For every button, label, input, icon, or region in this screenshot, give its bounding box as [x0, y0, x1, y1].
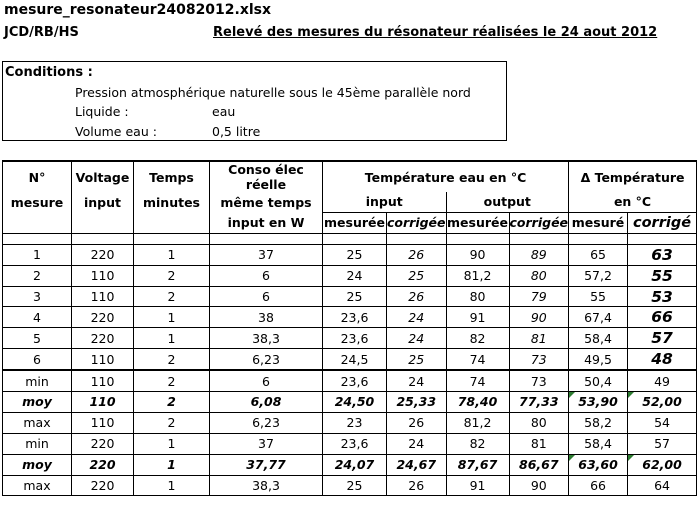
table-row: [3, 307, 697, 328]
cell-number: 5: [3, 328, 72, 349]
stat-input-measured: 24,07: [323, 454, 387, 475]
cell-output-corrected: 90: [509, 307, 569, 328]
volume-label: Volume eau :: [75, 124, 157, 139]
stat-delta-measured: 53,90: [569, 392, 628, 413]
stat-input-corrected: 25,33: [387, 392, 447, 413]
stats-row: [3, 433, 697, 454]
header-row-3: [3, 212, 697, 233]
col-header-output: output: [446, 192, 569, 212]
stat-input-measured: 24,50: [323, 392, 387, 413]
header-row-2: [3, 192, 697, 212]
cell-power: 38,3: [210, 328, 323, 349]
file-name: mesure_resonateur24082012.xlsx: [4, 2, 272, 18]
header-cell-empty: [3, 212, 72, 233]
stat-input-measured: 23,6: [323, 370, 387, 391]
stat-delta-corrected: 49: [628, 370, 697, 391]
cell-number: 2: [3, 265, 72, 286]
stat-number: max: [3, 475, 72, 496]
cell-output-measured: 91: [446, 307, 509, 328]
stat-output-measured: 78,40: [446, 392, 509, 413]
cell-output-measured: 80: [446, 286, 509, 307]
stats-row: [3, 412, 697, 433]
cell-input-measured: 23,6: [323, 328, 387, 349]
stat-time: 1: [134, 433, 210, 454]
stats-row: [3, 475, 697, 496]
table-row: [3, 328, 697, 349]
cell-delta-corrected: 57: [628, 328, 697, 349]
stat-power: 6: [210, 370, 323, 391]
table-row: [3, 286, 697, 307]
stat-number: min: [3, 433, 72, 454]
stat-input-measured: 23: [323, 412, 387, 433]
stat-voltage: 110: [72, 412, 134, 433]
stat-voltage: 110: [72, 392, 134, 413]
table-row: [3, 244, 697, 265]
stat-number: moy: [3, 392, 72, 413]
stat-voltage: 220: [72, 454, 134, 475]
cell-voltage: 220: [72, 328, 134, 349]
stat-power: 37: [210, 433, 323, 454]
stat-voltage: 220: [72, 433, 134, 454]
cell-input-measured: 25: [323, 286, 387, 307]
col-header-delta: Δ Température: [569, 161, 697, 192]
stat-output-measured: 91: [446, 475, 509, 496]
stat-input-corrected: 24,67: [387, 454, 447, 475]
stat-input-corrected: 24: [387, 433, 447, 454]
cell-time: 1: [134, 328, 210, 349]
stat-input-corrected: 26: [387, 475, 447, 496]
cell-voltage: 110: [72, 265, 134, 286]
col-header-output-measured: mesurée: [446, 212, 509, 233]
stat-power: 38,3: [210, 475, 323, 496]
col-header-power-2: même temps: [210, 192, 323, 212]
cell-power: 6: [210, 265, 323, 286]
stat-time: 2: [134, 370, 210, 391]
cell-delta-measured: 49,5: [569, 349, 628, 370]
stat-delta-corrected: 54: [628, 412, 697, 433]
cell-output-corrected: 80: [509, 265, 569, 286]
stat-delta-corrected: 64: [628, 475, 697, 496]
conditions-title: Conditions :: [5, 65, 93, 80]
stat-voltage: 110: [72, 370, 134, 391]
stat-output-corrected: 73: [509, 370, 569, 391]
cell-voltage: 110: [72, 286, 134, 307]
cell-time: 2: [134, 349, 210, 370]
stat-delta-corrected: 52,00: [628, 392, 697, 413]
cell-output-measured: 90: [446, 244, 509, 265]
cell-input-corrected: 26: [387, 286, 447, 307]
stats-row: [3, 370, 697, 391]
stat-time: 2: [134, 412, 210, 433]
stat-input-measured: 23,6: [323, 433, 387, 454]
cell-delta-corrected: 53: [628, 286, 697, 307]
cell-delta-measured: 65: [569, 244, 628, 265]
col-header-delta-corrected: corrigé: [628, 212, 697, 233]
cell-delta-measured: 58,4: [569, 328, 628, 349]
cell-number: 6: [3, 349, 72, 370]
cell-delta-corrected: 55: [628, 265, 697, 286]
cell-time: 2: [134, 265, 210, 286]
col-header-number-2: mesure: [3, 192, 72, 212]
stat-power: 6,23: [210, 412, 323, 433]
stat-output-corrected: 86,67: [509, 454, 569, 475]
col-header-output-corrected: corrigée: [509, 212, 569, 233]
col-header-time: Temps: [134, 161, 210, 192]
cell-number: 3: [3, 286, 72, 307]
cell-input-corrected: 26: [387, 244, 447, 265]
stat-output-measured: 82: [446, 433, 509, 454]
cell-power: 37: [210, 244, 323, 265]
cell-output-corrected: 79: [509, 286, 569, 307]
cell-input-corrected: 24: [387, 328, 447, 349]
cell-output-measured: 74: [446, 349, 509, 370]
stats-row: [3, 454, 697, 475]
col-header-temperature: Température eau en °C: [323, 161, 569, 192]
stat-voltage: 220: [72, 475, 134, 496]
stat-output-measured: 81,2: [446, 412, 509, 433]
cell-output-corrected: 73: [509, 349, 569, 370]
col-header-input-corrected: corrigée: [387, 212, 447, 233]
stat-delta-corrected: 62,00: [628, 454, 697, 475]
stat-time: 1: [134, 475, 210, 496]
header-cell-empty: [72, 212, 134, 233]
col-header-voltage: Voltage: [72, 161, 134, 192]
stat-number: moy: [3, 454, 72, 475]
cell-output-measured: 81,2: [446, 265, 509, 286]
stat-input-measured: 25: [323, 475, 387, 496]
stat-output-corrected: 80: [509, 412, 569, 433]
cell-power: 6,23: [210, 349, 323, 370]
cell-delta-measured: 67,4: [569, 307, 628, 328]
cell-input-corrected: 25: [387, 265, 447, 286]
pressure-condition: Pression atmosphérique naturelle sous le 45ème parallèle nord: [75, 85, 471, 100]
cell-delta-corrected: 66: [628, 307, 697, 328]
cell-input-measured: 24: [323, 265, 387, 286]
authors: JCD/RB/HS: [4, 25, 79, 40]
col-header-number: N°: [3, 161, 72, 192]
cell-input-measured: 23,6: [323, 307, 387, 328]
stat-delta-measured: 58,2: [569, 412, 628, 433]
col-header-delta-2: en °C: [569, 192, 697, 212]
cell-input-corrected: 25: [387, 349, 447, 370]
cell-time: 1: [134, 307, 210, 328]
stat-output-measured: 74: [446, 370, 509, 391]
cell-delta-corrected: 63: [628, 244, 697, 265]
stat-input-corrected: 26: [387, 412, 447, 433]
cell-number: 4: [3, 307, 72, 328]
col-header-time-2: minutes: [134, 192, 210, 212]
stat-output-corrected: 81: [509, 433, 569, 454]
stat-time: 2: [134, 392, 210, 413]
cell-input-measured: 24,5: [323, 349, 387, 370]
stat-delta-measured: 58,4: [569, 433, 628, 454]
volume-value: 0,5 litre: [212, 124, 261, 139]
table-row: [3, 265, 697, 286]
col-header-power-3: input en W: [210, 212, 323, 233]
cell-time: 2: [134, 286, 210, 307]
stat-power: 6,08: [210, 392, 323, 413]
col-header-power: Conso élec réelle: [210, 161, 323, 192]
cell-power: 38: [210, 307, 323, 328]
cell-voltage: 220: [72, 307, 134, 328]
cell-delta-measured: 57,2: [569, 265, 628, 286]
stat-output-measured: 87,67: [446, 454, 509, 475]
sheet-description: Relevé des mesures du résonateur réalisées le 24 aout 2012: [213, 25, 658, 40]
stat-power: 37,77: [210, 454, 323, 475]
col-header-voltage-2: input: [72, 192, 134, 212]
col-header-input: input: [323, 192, 447, 212]
stat-output-corrected: 90: [509, 475, 569, 496]
cell-voltage: 110: [72, 349, 134, 370]
cell-input-corrected: 24: [387, 307, 447, 328]
cell-input-measured: 25: [323, 244, 387, 265]
stats-row: [3, 392, 697, 413]
gap-row: [3, 233, 697, 244]
cell-output-corrected: 89: [509, 244, 569, 265]
cell-output-corrected: 81: [509, 328, 569, 349]
stat-time: 1: [134, 454, 210, 475]
liquid-value: eau: [212, 104, 236, 119]
stat-delta-measured: 63,60: [569, 454, 628, 475]
liquid-label: Liquide :: [75, 104, 129, 119]
cell-time: 1: [134, 244, 210, 265]
cell-delta-measured: 55: [569, 286, 628, 307]
stat-delta-measured: 66: [569, 475, 628, 496]
stat-delta-measured: 50,4: [569, 370, 628, 391]
col-header-delta-measured: mesuré: [569, 212, 628, 233]
measurements-table: [2, 160, 697, 496]
table-row: [3, 349, 697, 370]
cell-voltage: 220: [72, 244, 134, 265]
header-row-1: [3, 161, 697, 192]
cell-delta-corrected: 48: [628, 349, 697, 370]
header-cell-empty: [134, 212, 210, 233]
stat-output-corrected: 77,33: [509, 392, 569, 413]
col-header-input-measured: mesurée: [323, 212, 387, 233]
cell-power: 6: [210, 286, 323, 307]
stat-number: max: [3, 412, 72, 433]
stat-number: min: [3, 370, 72, 391]
cell-number: 1: [3, 244, 72, 265]
stat-delta-corrected: 57: [628, 433, 697, 454]
cell-output-measured: 82: [446, 328, 509, 349]
stat-input-corrected: 24: [387, 370, 447, 391]
